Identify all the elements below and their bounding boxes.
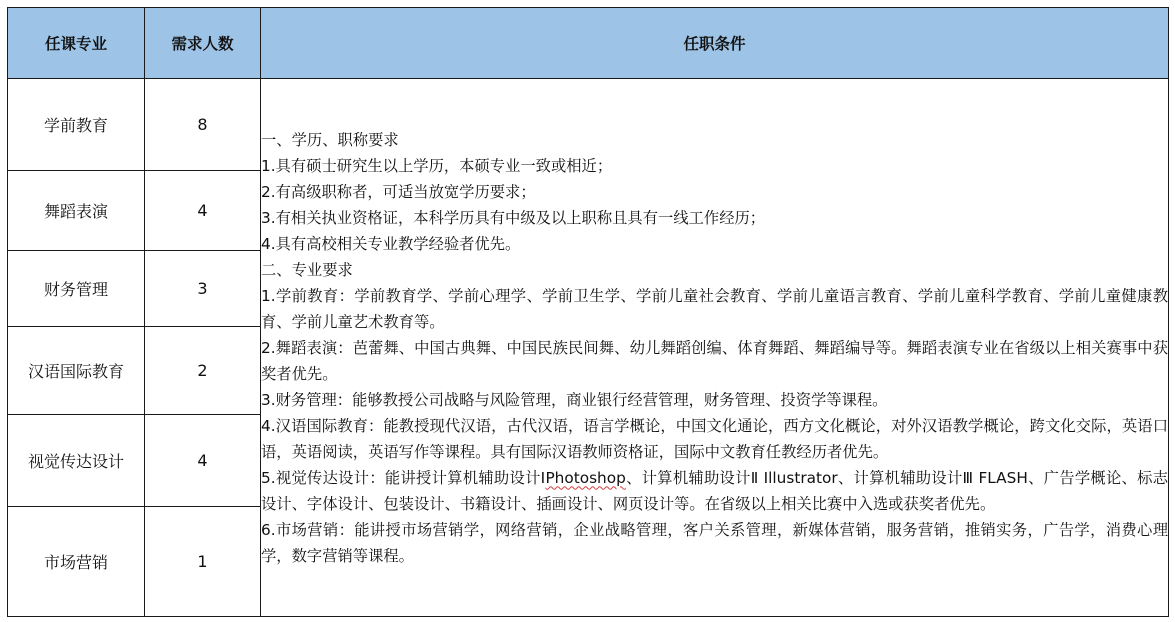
condition-item: 6.市场营销：能讲授市场营销学，网络营销，企业战略管理，客户关系管理，新媒体营销，服务营销，推销实务，广告学，消费心理学，数字营销等课程。 <box>261 520 1168 565</box>
major-cell: 财务管理 <box>8 251 145 327</box>
recruitment-table <box>7 7 1169 617</box>
major-cell: 舞蹈表演 <box>8 171 145 251</box>
count-cell: 1 <box>145 507 261 617</box>
header-count: 需求人数 <box>145 8 261 79</box>
condition-item: 3.有相关执业资格证，本科学历具有中级及以上职称且具有一线工作经历； <box>261 208 766 227</box>
table-row <box>8 79 1169 171</box>
count-cell: 4 <box>145 415 261 507</box>
section-title: 一、学历、职称要求 <box>261 130 399 149</box>
header-conditions: 任职条件 <box>261 8 1169 79</box>
major-cell: 学前教育 <box>8 79 145 171</box>
conditions-cell <box>261 79 1169 617</box>
condition-item: 3.财务管理：能够教授公司战略与风险管理，商业银行经营管理，财务管理、投资学等课程。 <box>261 390 888 409</box>
condition-item: 1.学前教育：学前教育学、学前心理学、学前卫生学、学前儿童社会教育、学前儿童语言教育、学前儿童科学教育、学前儿童健康教育、学前儿童艺术教育等。 <box>261 286 1168 331</box>
condition-item: 4.汉语国际教育：能教授现代汉语，古代汉语，语言学概论，中国文化通论，西方文化概论，对外汉语教学概论，跨文化交际，英语口语，英语阅读，英语写作等课程。具有国际汉语教师资格证，国际中文教育任教经历者优先。 <box>261 416 1168 461</box>
major-cell: 汉语国际教育 <box>8 327 145 415</box>
count-cell: 3 <box>145 251 261 327</box>
count-cell: 4 <box>145 171 261 251</box>
condition-item <box>261 465 1168 517</box>
photoshop-text: Photoshop <box>545 468 626 487</box>
header-major: 任课专业 <box>8 8 145 79</box>
major-cell: 市场营销 <box>8 507 145 617</box>
condition-item: 1.具有硕士研究生以上学历，本硕专业一致或相近； <box>261 156 613 175</box>
condition-item: 4.具有高校相关专业教学经验者优先。 <box>261 234 521 253</box>
condition-item: 2.有高级职称者，可适当放宽学历要求； <box>261 182 536 201</box>
condition-text: 5.视觉传达设计：能讲授计算机辅助设计Ⅰ <box>261 468 546 487</box>
major-cell: 视觉传达设计 <box>8 415 145 507</box>
count-cell: 8 <box>145 79 261 171</box>
header-row <box>8 8 1169 79</box>
condition-text: 、计算机辅助设计Ⅱ Illustrator、计算机辅助设计Ⅲ FLASH、广告学概论、标志设计、字体设计、包装设计、书籍设计、插画设计、网页设计等。在省级以上相关比赛中入选或获奖者优先。 <box>261 468 1169 513</box>
section-title: 二、专业要求 <box>261 260 353 279</box>
count-cell: 2 <box>145 327 261 415</box>
condition-item: 2.舞蹈表演：芭蕾舞、中国古典舞、中国民族民间舞、幼儿舞蹈创编、体育舞蹈、舞蹈编导等。舞蹈表演专业在省级以上相关赛事中获奖者优先。 <box>261 338 1168 383</box>
